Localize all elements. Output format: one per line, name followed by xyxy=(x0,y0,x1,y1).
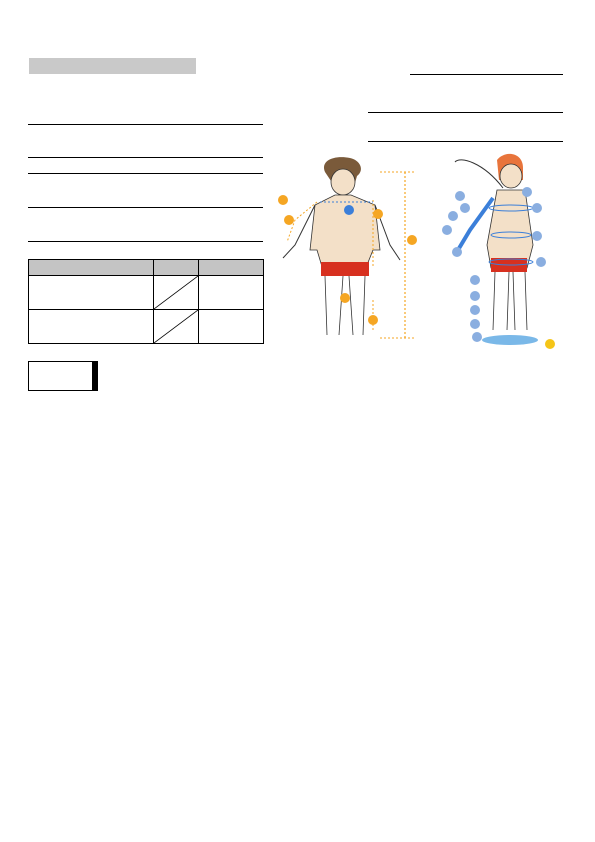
skin-diagonal-slash xyxy=(154,276,198,309)
style-table xyxy=(28,259,264,344)
back-figure-torso xyxy=(487,190,533,268)
front-figure-head xyxy=(331,169,355,195)
size-table-corner xyxy=(29,362,93,391)
style-cell[interactable] xyxy=(29,276,154,310)
zip-cell[interactable] xyxy=(199,310,264,344)
style-cell[interactable] xyxy=(29,310,154,344)
skin-header xyxy=(154,260,199,276)
front-figure-shorts xyxy=(321,262,369,276)
front-figure-torso xyxy=(310,195,380,270)
size-group-label xyxy=(97,362,98,379)
tel-field[interactable] xyxy=(28,207,263,208)
form-title xyxy=(29,58,196,74)
email-field[interactable] xyxy=(28,241,263,242)
body-measurement-figure xyxy=(265,150,565,350)
back-figure-floor-shadow xyxy=(482,335,538,345)
zip-header xyxy=(199,260,264,276)
size-chart-table xyxy=(28,361,98,391)
style-header xyxy=(29,260,154,276)
skin-cell[interactable] xyxy=(154,276,199,310)
back-figure-legs xyxy=(493,272,527,330)
name-field[interactable] xyxy=(28,124,263,125)
address-field-line-1[interactable] xyxy=(28,157,263,158)
order-number-field[interactable] xyxy=(410,74,563,75)
address-field-line-2[interactable] xyxy=(28,173,263,174)
order-date-field[interactable] xyxy=(368,112,563,113)
skin-cell[interactable] xyxy=(154,310,199,344)
staff-field[interactable] xyxy=(368,141,563,142)
zip-cell[interactable] xyxy=(199,276,264,310)
back-figure-raised-arm xyxy=(455,160,503,188)
back-figure xyxy=(455,154,538,345)
size-group-range xyxy=(97,378,98,391)
front-figure-legs xyxy=(325,276,365,335)
front-figure xyxy=(283,157,415,338)
back-figure-head xyxy=(500,164,522,188)
skin-diagonal-slash xyxy=(154,310,198,343)
